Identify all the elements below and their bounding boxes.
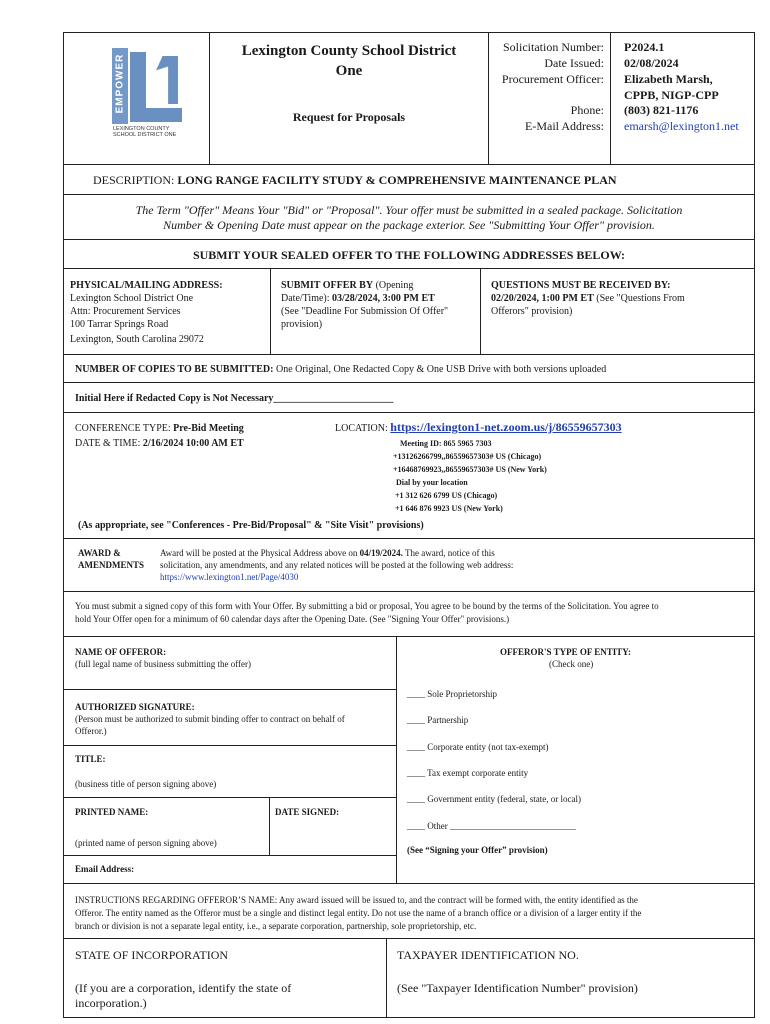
agreement-line2: hold Your Offer open for a minimum of 60 calendar days after the Opening Date. (See "Signing Your Offer" provisions.): [75, 614, 510, 624]
submit-by-line2: [281, 292, 435, 305]
authorized-signature-field[interactable]: [63, 689, 396, 745]
logo-empower-text: EMPOWER: [114, 53, 126, 114]
award-line2: solicitation, any amendments, and any related notices will be posted at the following web address:: [160, 560, 514, 570]
header-divider: [610, 32, 611, 164]
award-date: 04/19/2024.: [359, 548, 403, 558]
title-field[interactable]: [63, 745, 396, 797]
submit-by-line4: provision): [281, 319, 323, 330]
instructions-line1: INSTRUCTIONS REGARDING OFFEROR’S NAME: Any award issued will be issued to, and the contract will be formed with, the entity identified as the: [75, 895, 638, 905]
meeting-detail-line: Meeting ID: 865 5965 7303: [400, 439, 492, 448]
logo-empower-bar: [112, 48, 128, 124]
conference-type-value: Pre-Bid Meeting: [173, 423, 244, 434]
column-divider: [270, 268, 271, 354]
divider: [63, 239, 755, 240]
date-issued-label: Date Issued:: [544, 56, 604, 70]
email-address-label: Email Address:: [75, 864, 135, 874]
description-label: DESCRIPTION:: [93, 173, 175, 187]
address-line3: 100 Tarrar Springs Road: [70, 319, 169, 330]
title-label: TITLE:: [75, 754, 106, 764]
award-label-2: AMENDMENTS: [78, 560, 145, 570]
state-of-incorporation-label: STATE OF INCORPORATION: [75, 948, 229, 962]
questions-date-value: 02/20/2024, 1:00 PM ET: [491, 293, 594, 304]
divider: [63, 538, 755, 539]
address-line1: Lexington School District One: [70, 293, 194, 304]
divider: [63, 412, 755, 413]
taxpayer-id-field[interactable]: [386, 938, 755, 1018]
meeting-detail-line: Dial by your location: [396, 478, 468, 487]
divider: [63, 194, 755, 195]
conference-note: (As appropriate, see "Conferences - Pre-Bid/Proposal" & "Site Visit" provisions): [78, 520, 424, 531]
submit-by-date-value: 03/28/2024, 3:00 PM ET: [332, 293, 435, 304]
meeting-detail-line: +1 646 876 9923 US (New York): [395, 504, 503, 513]
instructions-line3: branch or division is not a separate legal entity, i.e., a separate corporation, partnership, sole proprietorship, etc.: [75, 921, 477, 931]
email-label: E-Mail Address:: [525, 119, 604, 133]
submit-by-label: SUBMIT OFFER BY: [281, 280, 374, 291]
offeror-name-hint: (full legal name of business submitting the offer): [75, 659, 252, 669]
submit-by-paren: (Opening: [373, 280, 414, 291]
conference-date-value: 2/16/2024 10:00 AM ET: [142, 438, 244, 449]
divider: [63, 591, 755, 592]
authorized-signature-label: AUTHORIZED SIGNATURE:: [75, 702, 195, 712]
questions-line2: [491, 292, 685, 305]
award-web-link[interactable]: https://www.lexington1.net/Page/4030: [160, 572, 299, 582]
taxpayer-id-hint: (See "Taxpayer Identification Number" provision): [397, 981, 638, 995]
address-line4: Lexington, South Carolina 29072: [70, 334, 204, 345]
email-value-link[interactable]: emarsh@lexington1.net: [624, 119, 739, 133]
conference-type-row: [75, 422, 244, 435]
meeting-detail-line: +16468769923,,86559657303# US (New York): [393, 465, 547, 474]
copies-row: [75, 363, 606, 376]
solicitation-number-label: Solicitation Number:: [503, 40, 604, 54]
award-line1: [160, 547, 495, 559]
procurement-officer-value-2: CPPB, NIGP-CPP: [624, 88, 719, 102]
notice-line2: Number & Opening Date must appear on the package exterior. See "Submitting Your Offer" provision.: [163, 218, 655, 232]
taxpayer-id-label: TAXPAYER IDENTIFICATION NO.: [397, 948, 579, 962]
notice-line1: The Term "Offer" Means Your "Bid" or "Proposal". Your offer must be submitted in a sealed package. Solicitation: [135, 203, 683, 217]
logo-caption-1: LEXINGTON COUNTY: [113, 126, 170, 132]
printed-name-hint: (printed name of person signing above): [75, 838, 217, 848]
state-of-incorporation-field[interactable]: [63, 938, 386, 1018]
meeting-detail-line: +13126266799,,86559657303# US (Chicago): [393, 452, 542, 461]
submit-by-date-prefix: Date/Time):: [281, 293, 333, 304]
conference-location-row: [335, 421, 622, 435]
entity-subtitle: (Check one): [549, 659, 594, 669]
solicitation-number-value: P2024.1: [624, 40, 665, 54]
date-issued-value: 02/08/2024: [624, 56, 679, 70]
conference-date-row: [75, 437, 244, 450]
entity-title: OFFEROR'S TYPE OF ENTITY:: [500, 647, 631, 657]
state-of-incorporation-hint-1: (If you are a corporation, identify the state of: [75, 981, 292, 995]
logo-caption-2: SCHOOL DISTRICT ONE: [113, 132, 177, 138]
header-bottom-rule: [63, 164, 755, 165]
conference-location-label: LOCATION:: [335, 423, 391, 434]
entity-option-sole-proprietorship[interactable]: ____ Sole Proprietorship: [407, 689, 497, 699]
entity-option-other[interactable]: ____ Other ____________________________: [407, 821, 576, 831]
zoom-meeting-link[interactable]: https://lexington1-net.zoom.us/j/86559657303: [390, 420, 622, 434]
title-hint: (business title of person signing above): [75, 779, 217, 789]
divider: [63, 883, 755, 884]
instructions-line2: Offeror. The entity named as the Offeror must be a single and distinct legal entity. Do not use the name of a branch office or a division of a larger entity if the: [75, 908, 642, 918]
copies-value: One Original, One Redacted Copy & One USB Drive with both versions uploaded: [273, 364, 607, 375]
district-name-line2: One: [335, 63, 363, 79]
award-label-1: AWARD &: [78, 548, 121, 558]
address-line2: Attn: Procurement Services: [70, 306, 181, 317]
agreement-line1: You must submit a signed copy of this form with Your Offer. By submitting a bid or proposal, You agree to be bound by the terms of the Solicitation. You agree to: [75, 601, 659, 611]
procurement-officer-value-1: Elizabeth Marsh,: [624, 72, 713, 86]
submit-by-line3: (See "Deadline For Submission Of Offer": [281, 306, 449, 317]
state-of-incorporation-hint-2: incorporation.): [75, 996, 147, 1010]
conference-date-label: DATE & TIME:: [75, 438, 143, 449]
entity-note: (See “Signing your Offer” provision): [407, 845, 548, 855]
copies-label: NUMBER OF COPIES TO BE SUBMITTED:: [75, 364, 274, 375]
phone-value: (803) 821-1176: [624, 103, 699, 117]
address-label: PHYSICAL/MAILING ADDRESS:: [70, 280, 223, 291]
conference-type-label: CONFERENCE TYPE:: [75, 423, 174, 434]
offeror-name-label: NAME OF OFFEROR:: [75, 647, 167, 657]
description-value: LONG RANGE FACILITY STUDY & COMPREHENSIVE MAINTENANCE PLAN: [177, 173, 617, 187]
entity-option-partnership[interactable]: ____ Partnership: [407, 715, 469, 725]
date-signed-field[interactable]: [269, 797, 396, 855]
printed-name-label: PRINTED NAME:: [75, 807, 149, 817]
offeror-entity-divider: [396, 636, 397, 883]
questions-label: QUESTIONS MUST BE RECEIVED BY:: [491, 280, 671, 291]
date-signed-label: DATE SIGNED:: [275, 807, 340, 817]
award-line1-suffix: The award, notice of this: [402, 548, 495, 558]
entity-option-corporate[interactable]: ____ Corporate entity (not tax-exempt): [407, 742, 549, 752]
document-type: Request for Proposals: [292, 110, 406, 124]
meeting-detail-line: +1 312 626 6799 US (Chicago): [395, 491, 498, 500]
printed-name-field[interactable]: [63, 797, 269, 855]
offeror-name-field[interactable]: [63, 636, 396, 689]
questions-line3: Offerors" provision): [491, 306, 573, 317]
authorized-signature-hint-1: (Person must be authorized to submit binding offer to contract on behalf of: [75, 714, 345, 724]
authorized-signature-hint-2: Offeror.): [75, 726, 107, 736]
submit-addresses-heading: SUBMIT YOUR SEALED OFFER TO THE FOLLOWING ADDRESSES BELOW:: [192, 248, 626, 262]
email-address-field[interactable]: [63, 855, 396, 883]
questions-rest1: (See "Questions From: [593, 293, 685, 304]
initial-redacted-field[interactable]: Initial Here if Redacted Copy is Not Necessary________________________: [75, 393, 394, 404]
divider: [63, 354, 755, 355]
procurement-officer-label: Procurement Officer:: [501, 72, 604, 86]
column-divider: [480, 268, 481, 354]
award-line1-prefix: Award will be posted at the Physical Address above on: [160, 548, 360, 558]
description-row: [93, 173, 617, 188]
phone-label: Phone:: [570, 103, 604, 117]
district-name-line1: Lexington County School District: [241, 43, 457, 59]
entity-option-government[interactable]: ____ Government entity (federal, state, or local): [407, 794, 581, 804]
logo-l-foot: [130, 108, 182, 122]
divider: [63, 382, 755, 383]
divider: [63, 268, 755, 269]
submit-by-line1: [281, 279, 413, 292]
entity-option-tax-exempt[interactable]: ____ Tax exempt corporate entity: [407, 768, 529, 778]
